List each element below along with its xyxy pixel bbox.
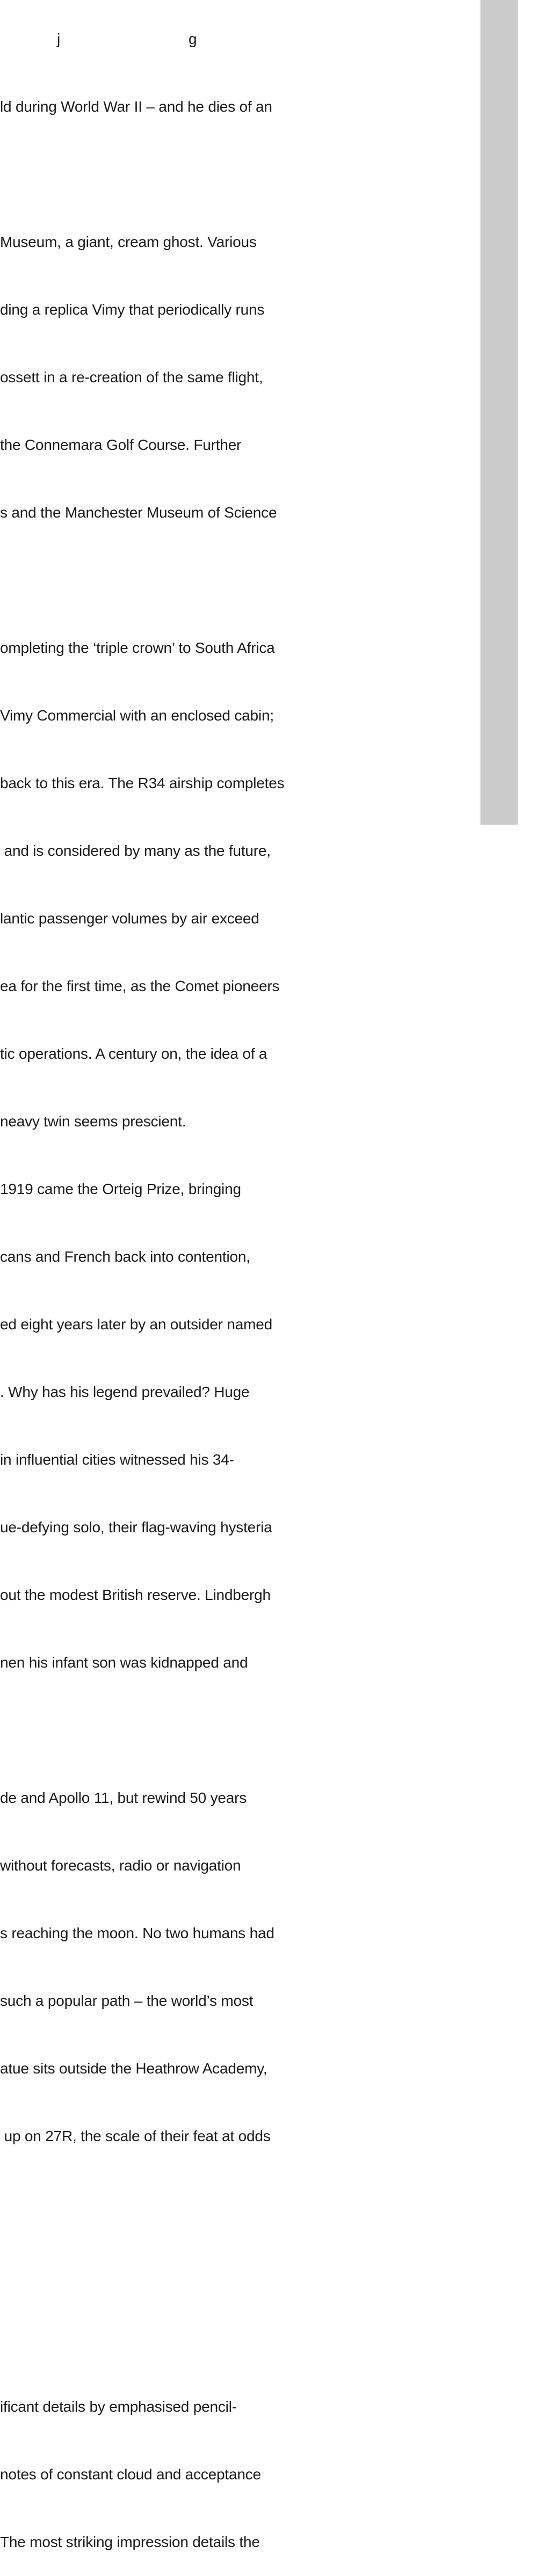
text-line: without forecasts, radio or navigation bbox=[0, 1857, 241, 1874]
text-line: . Why has his legend prevailed? Huge bbox=[0, 1384, 250, 1400]
text-line: out the modest British reserve. Lindbergh bbox=[0, 1587, 271, 1603]
text-line-blank bbox=[0, 1719, 322, 1742]
text-line-top-partial bbox=[0, 28, 322, 50]
text-line: up on 27R, the scale of their feat at odds bbox=[0, 2128, 271, 2144]
text-line: neavy twin seems prescient. bbox=[0, 1113, 186, 1130]
text-line: s and the Manchester Museum of Science bbox=[0, 504, 277, 521]
text-line: ue-defying solo, their flag-waving hysteria bbox=[0, 1519, 272, 1536]
text-line: atue sits outside the Heathrow Academy, bbox=[0, 2060, 267, 2077]
text-line: tic operations. A century on, the idea of a bbox=[0, 1045, 267, 1062]
text-line: de and Apollo 11, but rewind 50 years bbox=[0, 1789, 247, 1806]
text-line: Vimy Commercial with an enclosed cabin; bbox=[0, 707, 274, 724]
text-line: and is considered by many as the future, bbox=[0, 842, 271, 859]
text-line: cans and French back into contention, bbox=[0, 1248, 250, 1265]
text-line-blank bbox=[0, 2193, 322, 2215]
text-line-blank bbox=[0, 2260, 322, 2283]
text-line: ld during World War II – and he dies of an bbox=[0, 98, 272, 115]
text-line: ompleting the ‘triple crown’ to South Africa bbox=[0, 639, 275, 656]
text-line: ificant details by emphasised pencil- bbox=[0, 2398, 237, 2415]
text-line: 1919 came the Orteig Prize, bringing bbox=[0, 1181, 241, 1197]
text-line: ed eight years later by an outsider named bbox=[0, 1316, 272, 1333]
text-line: lantic passenger volumes by air exceed bbox=[0, 910, 259, 927]
text-line: nen his infant son was kidnapped and bbox=[0, 1654, 248, 1671]
text-line: such a popular path – the world’s most bbox=[0, 1992, 254, 2009]
descender-fragment-g: g bbox=[189, 31, 197, 47]
text-line: Museum, a giant, cream ghost. Various bbox=[0, 234, 257, 250]
text-line: in influential cities witnessed his 34- bbox=[0, 1451, 234, 1468]
text-line: notes of constant cloud and acceptance bbox=[0, 2466, 261, 2483]
text-line-blank bbox=[0, 163, 322, 186]
text-line-blank bbox=[0, 569, 322, 592]
right-gray-bar bbox=[480, 0, 518, 825]
descender-fragment-j: j bbox=[57, 31, 61, 47]
text-line: ea for the first time, as the Comet pioneers bbox=[0, 978, 280, 994]
text-line: back to this era. The R34 airship completes bbox=[0, 775, 285, 791]
text-line: the Connemara Golf Course. Further bbox=[0, 436, 242, 453]
text-line: ossett in a re-creation of the same flight, bbox=[0, 369, 263, 385]
text-line: s reaching the moon. No two humans had bbox=[0, 1925, 274, 1941]
text-line-bottom-partial: The most striking impression details the bbox=[0, 2534, 260, 2550]
text-line: ding a replica Vimy that periodically runs bbox=[0, 301, 265, 318]
text-line-blank bbox=[0, 2328, 322, 2351]
